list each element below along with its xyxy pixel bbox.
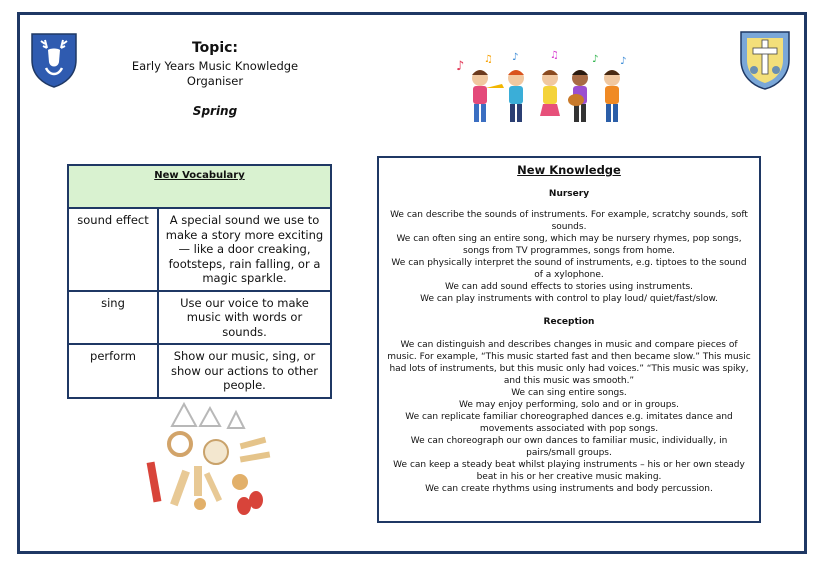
vocab-definition: Use our voice to make music with words or sounds. (158, 291, 331, 345)
list-item: We can describe the sounds of instruments. For example, scratchy sounds, soft sounds. (390, 210, 748, 232)
topic-title: Topic: (191, 40, 239, 56)
svg-text:♪: ♪ (456, 59, 465, 74)
percussion-instruments-illustration (136, 400, 286, 518)
vocab-definition: A special sound we use to make a story more exciting — like a door creaking, footsteps, rain falling, or a magic sparkle. (158, 208, 331, 291)
vocabulary-table (67, 164, 332, 399)
list-item: We may enjoy performing, solo and or in groups. (459, 400, 679, 410)
season-label: Spring (192, 104, 238, 118)
list-item: We can physically interpret the sound of instruments, e.g. tiptoes to the sound of a xylophone. (391, 258, 747, 280)
list-item: We can sing entire songs. (511, 388, 627, 398)
children-playing-music-illustration (452, 50, 632, 128)
vocabulary-heading: New Vocabulary (68, 165, 331, 208)
list-item: We can replicate familiar choreographed dances e.g. imitates dance and movements associated with pop songs. (405, 412, 733, 434)
cross-crest-icon (739, 30, 791, 90)
new-knowledge-panel (377, 156, 761, 523)
topic-subtitle: Early Years Music Knowledge Organiser (131, 59, 299, 88)
vocabulary-header-row (68, 165, 331, 208)
nursery-list (379, 209, 759, 305)
table-row (68, 291, 331, 345)
list-item: We can create rhythms using instruments and body percussion. (425, 484, 713, 494)
table-row (68, 208, 331, 291)
vocab-definition: Show our music, sing, or show our actions to other people. (158, 344, 331, 398)
list-item: We can keep a steady beat whilst playing instruments – his or her own steady beat in his or her creative music making. (393, 460, 745, 482)
svg-text:♫: ♫ (550, 50, 559, 61)
svg-text:♪: ♪ (620, 56, 627, 67)
svg-text:♪: ♪ (592, 54, 599, 65)
list-item: We can add sound effects to stories using instruments. (444, 282, 694, 292)
vocab-term: sing (68, 291, 158, 345)
list-item: We can choreograph our own dances to familiar music, individually, in pairs/small groups. (410, 436, 728, 458)
nursery-heading: Nursery (548, 189, 590, 199)
reception-list (379, 339, 759, 495)
vocab-term: perform (68, 344, 158, 398)
svg-text:♫: ♫ (484, 54, 493, 65)
svg-text:♪: ♪ (512, 52, 519, 63)
knowledge-heading: New Knowledge (517, 163, 621, 177)
list-item: We can distinguish and describes changes in music and compare pieces of music. For example, “This music started fast and then became slow.” This music had lots of instruments, but this music only had voices.” “This music was spiky, and this music was smooth.” (387, 340, 751, 386)
list-item: We can often sing an entire song, which may be nursery rhymes, pop songs, songs from TV programmes, songs from home. (396, 234, 742, 256)
table-row (68, 344, 331, 398)
list-item: We can play instruments with control to play loud/ quiet/fast/slow. (420, 294, 718, 304)
vocab-term: sound effect (68, 208, 158, 291)
stag-crest-icon (30, 32, 78, 88)
reception-heading: Reception (543, 317, 595, 327)
